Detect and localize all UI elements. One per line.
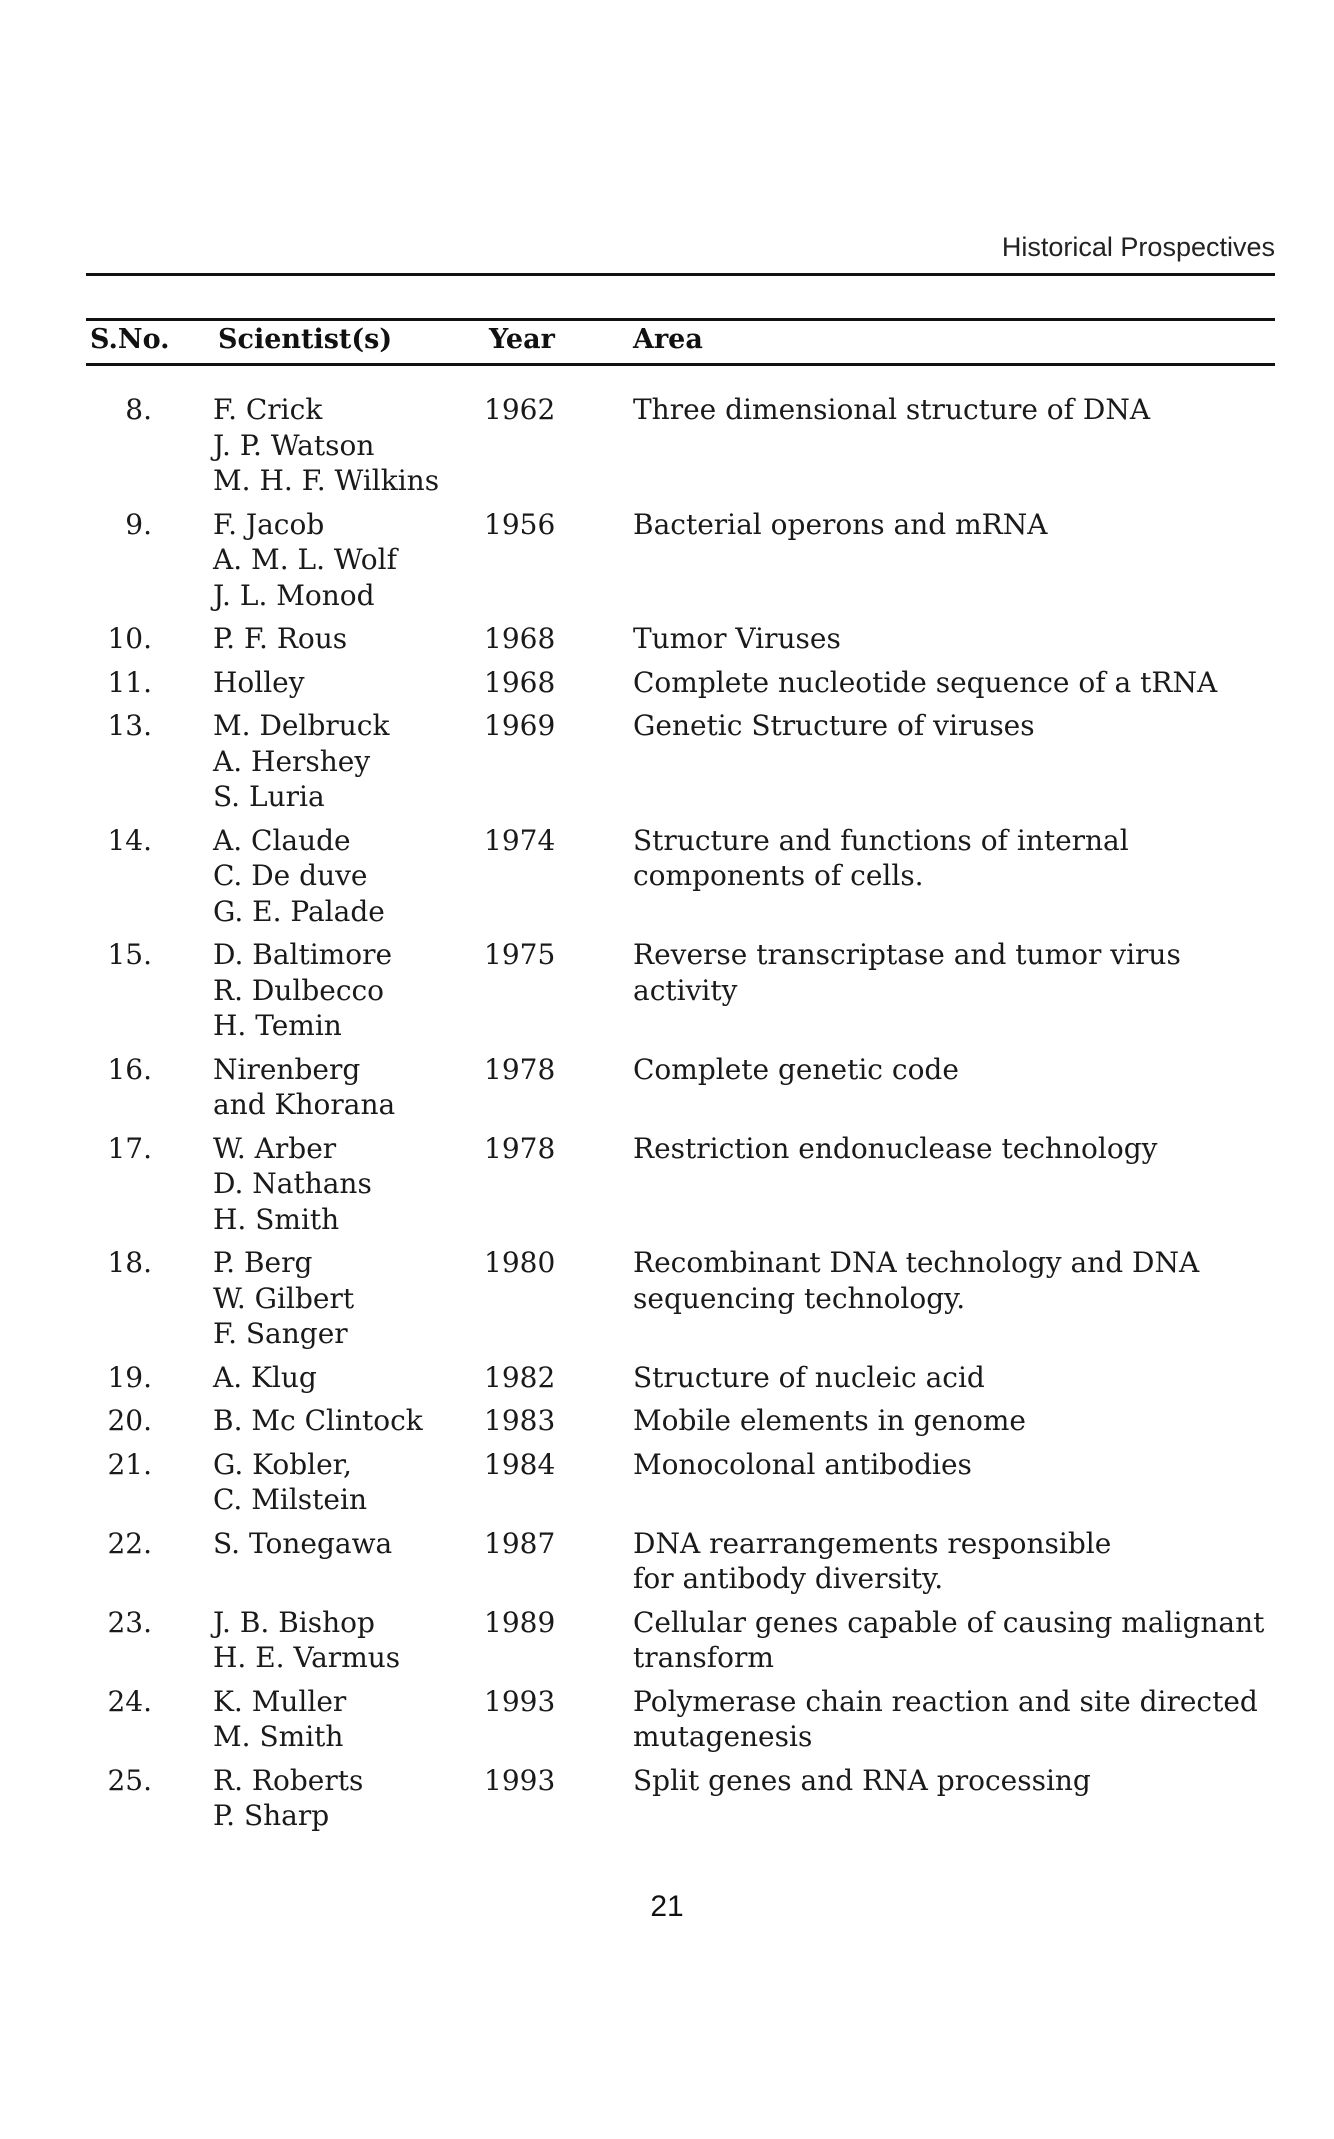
row-scientists: J. B. Bishop H. E. Varmus: [213, 1605, 401, 1674]
row-area: Complete genetic code: [633, 1052, 959, 1086]
row-area: Monocolonal antibodies: [633, 1447, 972, 1481]
column-header-area: Area: [633, 324, 703, 355]
table-row: [0, 507, 1334, 622]
row-scientists: G. Kobler, C. Milstein: [213, 1447, 367, 1516]
row-year: 1982: [484, 1360, 556, 1394]
table-row: [0, 392, 1334, 507]
row-year: 1984: [484, 1447, 556, 1481]
row-number: 13.: [107, 709, 152, 742]
table-row: [0, 1684, 1334, 1763]
table-body: [0, 392, 1334, 1842]
row-scientists: P. F. Rous: [213, 622, 348, 655]
row-scientists: Holley: [213, 665, 305, 699]
row-number: 23.: [107, 1605, 152, 1639]
row-area: Tumor Viruses: [633, 622, 841, 655]
table-row: [0, 1245, 1334, 1360]
table-row: [0, 1605, 1334, 1684]
row-area: Bacterial operons and mRNA: [633, 507, 1048, 541]
row-scientists: A. Claude C. De duve G. E. Palade: [213, 823, 385, 928]
row-number: 9.: [125, 507, 152, 541]
row-number: 17.: [107, 1131, 152, 1165]
row-area: Cellular genes capable of causing malignant transform: [633, 1605, 1265, 1674]
row-year: 1989: [484, 1605, 556, 1639]
row-scientists: M. Delbruck A. Hershey S. Luria: [213, 709, 390, 813]
table-row: [0, 823, 1334, 938]
row-year: 1975: [484, 938, 556, 971]
row-scientists: P. Berg W. Gilbert F. Sanger: [213, 1246, 355, 1350]
row-scientists: F. Crick J. P. Watson M. H. F. Wilkins: [213, 393, 440, 497]
row-scientists: S. Tonegawa: [213, 1526, 393, 1560]
table-row: [0, 1052, 1334, 1131]
row-area: Mobile elements in genome: [633, 1404, 1026, 1437]
row-number: 24.: [107, 1684, 152, 1718]
table-top-rule: [86, 318, 1275, 321]
row-year: 1962: [484, 393, 556, 426]
table-row: [0, 1131, 1334, 1246]
table-row: [0, 665, 1334, 709]
row-area: Restriction endonuclease technology: [633, 1131, 1158, 1165]
column-header-sno: S.No.: [90, 324, 170, 355]
row-year: 1978: [484, 1131, 556, 1165]
row-area: Reverse transcriptase and tumor virus activity: [633, 938, 1181, 1007]
row-year: 1978: [484, 1052, 556, 1086]
row-scientists: B. Mc Clintock: [213, 1404, 423, 1437]
row-year: 1983: [484, 1404, 556, 1437]
row-area: Recombinant DNA technology and DNA sequencing technology.: [633, 1246, 1200, 1315]
row-number: 22.: [107, 1526, 152, 1560]
row-year: 1969: [484, 709, 556, 742]
table-header-rule: [86, 363, 1275, 366]
row-scientists: A. Klug: [213, 1360, 317, 1394]
row-year: 1974: [484, 823, 556, 857]
table-row: [0, 1526, 1334, 1605]
row-area: DNA rearrangements responsible for antibody diversity.: [633, 1526, 1112, 1595]
row-area: Structure of nucleic acid: [633, 1360, 985, 1394]
row-number: 21.: [107, 1447, 152, 1481]
table-row: [0, 1403, 1334, 1447]
row-scientists: W. Arber D. Nathans H. Smith: [213, 1131, 372, 1236]
row-number: 11.: [107, 665, 152, 699]
column-header-scientists: Scientist(s): [218, 324, 393, 355]
row-scientists: R. Roberts P. Sharp: [213, 1763, 364, 1832]
table-row: [0, 1447, 1334, 1526]
row-scientists: D. Baltimore R. Dulbecco H. Temin: [213, 938, 393, 1042]
row-number: 8.: [125, 393, 152, 426]
row-year: 1993: [484, 1684, 556, 1718]
row-number: 25.: [107, 1763, 152, 1797]
row-area: Structure and functions of internal components of cells.: [633, 823, 1129, 892]
row-area: Complete nucleotide sequence of a tRNA: [633, 665, 1218, 699]
row-area: Genetic Structure of viruses: [633, 709, 1035, 742]
row-number: 20.: [107, 1404, 152, 1437]
header-rule: [86, 273, 1275, 276]
row-number: 14.: [107, 823, 152, 857]
row-number: 18.: [107, 1246, 152, 1279]
page-number: 21: [650, 1890, 684, 1923]
row-number: 15.: [107, 938, 152, 971]
table-row: [0, 1763, 1334, 1842]
row-year: 1968: [484, 665, 556, 699]
row-year: 1968: [484, 622, 556, 655]
running-title: Historical Prospectives: [1001, 232, 1275, 262]
table-row: [0, 621, 1334, 665]
row-year: 1987: [484, 1526, 556, 1560]
row-scientists: F. Jacob A. M. L. Wolf J. L. Monod: [213, 507, 397, 612]
row-area: Polymerase chain reaction and site directed mutagenesis: [633, 1684, 1258, 1753]
row-number: 19.: [107, 1360, 152, 1394]
row-area: Three dimensional structure of DNA: [633, 393, 1151, 426]
table-row: [0, 708, 1334, 823]
row-number: 16.: [107, 1052, 152, 1086]
table-row: [0, 937, 1334, 1052]
column-header-year: Year: [489, 324, 555, 355]
row-year: 1956: [484, 507, 556, 541]
row-number: 10.: [107, 622, 152, 655]
row-year: 1980: [484, 1246, 556, 1279]
row-scientists: K. Muller M. Smith: [213, 1684, 347, 1753]
row-scientists: Nirenberg and Khorana: [213, 1052, 396, 1121]
row-year: 1993: [484, 1763, 556, 1797]
table-row: [0, 1360, 1334, 1404]
row-area: Split genes and RNA processing: [633, 1763, 1091, 1797]
